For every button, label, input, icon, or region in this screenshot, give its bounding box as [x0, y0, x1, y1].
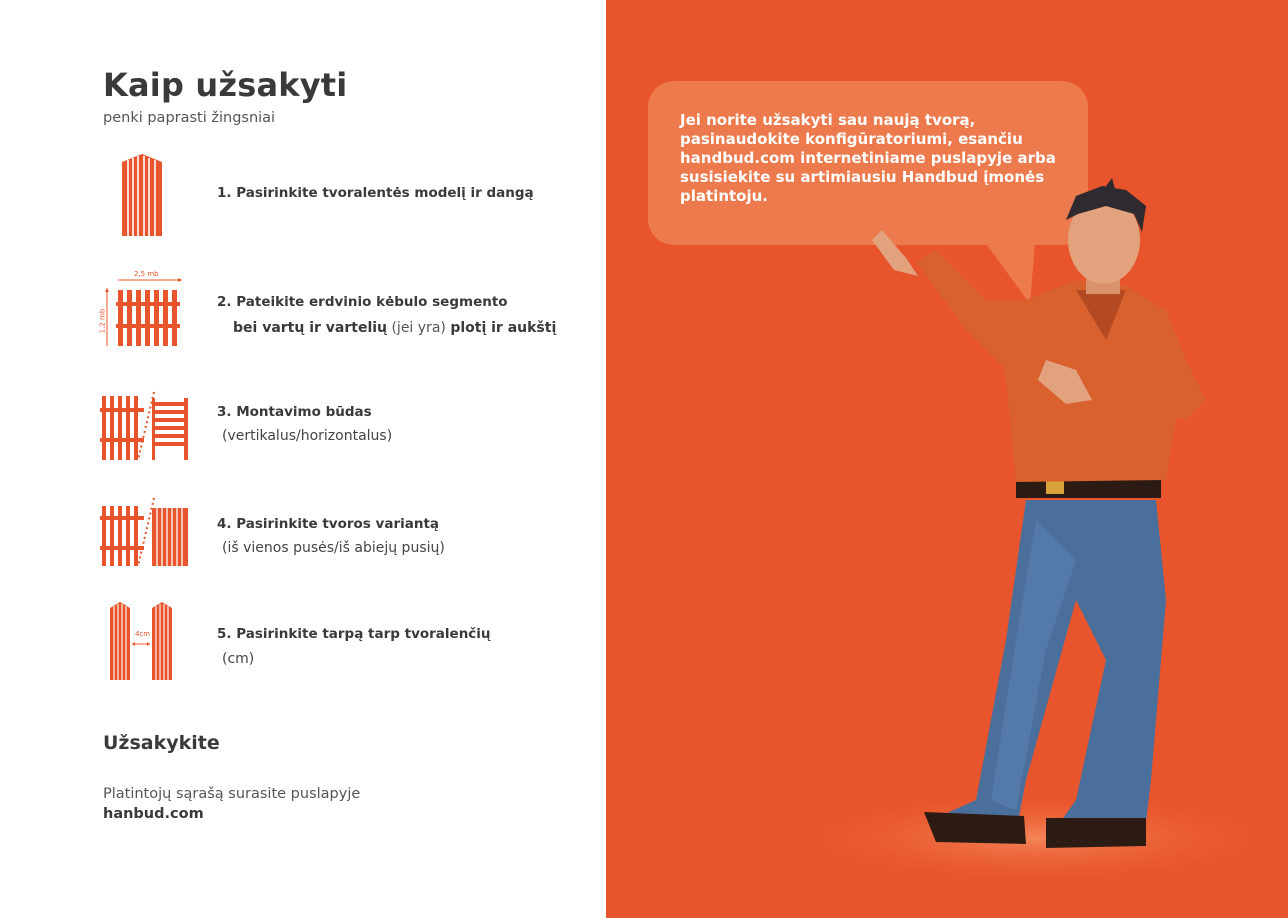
width-dimension-label: 2,5 mb	[134, 270, 159, 278]
step-4-text: 4. Pasirinkite tvoros variantą	[217, 516, 440, 532]
step-5-text: 5. Pasirinkite tarpą tarp tvoralenčių	[217, 626, 491, 642]
promo-panel	[606, 0, 1288, 918]
mascot-figure	[606, 0, 1288, 918]
page-subtitle: penki paprasti žingsniai	[103, 110, 276, 126]
instructions-panel	[0, 0, 606, 918]
step-2-bold-gates: bei vartų ir vartelių	[233, 320, 388, 336]
speech-bubble-text: Jei norite užsakyti sau naują tvorą, pasinaudokite konfigūratoriumi, esančiu handbud.com internetiniame puslapyje arba susisiekite su artimiausiu Handbud įmonės platintoju.	[680, 111, 1056, 205]
step-1-text: 1. Pasirinkite tvoralentės modelį ir dangą	[217, 185, 534, 201]
fence-board-icon	[120, 152, 164, 238]
fence-variant-icon	[100, 496, 190, 568]
page-title: Kaip užsakyti	[103, 66, 348, 104]
step-2-subtext	[233, 320, 556, 336]
mounting-orientation-icon	[100, 390, 190, 462]
step-4-subtext: (iš vienos pusės/iš abiejų pusių)	[222, 540, 445, 556]
height-dimension-label: 1,2 mb	[98, 308, 107, 334]
step-2-bold-dimensions: plotį ir aukštį	[450, 320, 557, 336]
board-gap-icon	[108, 600, 174, 682]
step-2-text: 2. Pateikite erdvinio kėbulo segmento	[217, 294, 508, 310]
step-5-subtext: (cm)	[222, 651, 255, 667]
fence-segment-dimensions-icon	[96, 266, 186, 348]
step-2-optional: (jei yra)	[391, 320, 446, 336]
order-heading: Užsakykite	[103, 732, 220, 754]
step-3-subtext: (vertikalus/horizontalus)	[222, 428, 393, 444]
gap-dimension-label: 4cm	[135, 630, 151, 638]
distributor-website-link[interactable]: hanbud.com	[103, 806, 204, 822]
step-3-text: 3. Montavimo būdas	[217, 404, 372, 420]
order-text: Platintojų sąrašą surasite puslapyje	[103, 786, 361, 802]
